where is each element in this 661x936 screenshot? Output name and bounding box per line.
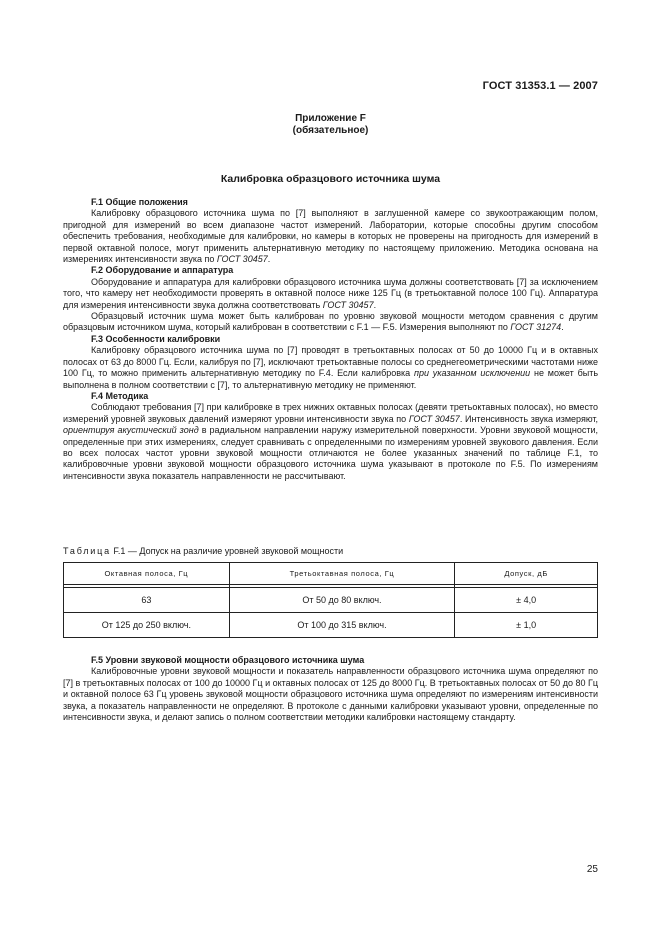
f5-paragraph: Калибровочные уровни звуковой мощности и показатель направленности образцового источника шума определяют по [7] в третьоктавных полосах от 100 до 10000 Гц и октавных полосах от 125 до 8000 Гц. В третьоктавных полосах от 50 до 80 Гц и октавной полосе 63 Гц уровень звуковой мощности образцового источника шума определяют по измерениям интенсивности звука, а показатель направленности не определяют. В протоколе с данными калибровки указывают уровни, определенные по интенсивности звука, и делают запись о полном соответствии методики калибровки настоящему стандарту. xyxy=(63,666,598,723)
f2-heading: F.2 Оборудование и аппаратура xyxy=(91,265,234,276)
f2-paragraph-1: Оборудование и аппаратура для калибровки образцового источника шума должны соответствовать [7] за исключением того, что камеру нет необходимости проверять в октавной полосе ниже 125 Гц (в третьоктавной полосе 100 Гц). Аппаратура для измерения интенсивности звука должна соответствовать ГОСТ 30457. xyxy=(63,276,598,310)
ref-gost-30457: ГОСТ 30457 xyxy=(408,413,460,424)
table-cell: 63 xyxy=(64,588,230,613)
appendix-status: (обязательное) xyxy=(292,125,369,136)
f4-paragraph: Соблюдают требования [7] при калибровке в трех нижних октавных полосах (девяти третьоктавных полосах), но вместо измерений уровней звуковых давлений измеряют уровни интенсивности звука по ГОСТ 30457. Интенсивность звука измеряют, ориентируя акустический зонд в радиальном направлении наружу измерительной поверхности. Уровни звуковой мощности, определенные при этих измерениях, следует сравнивать с определенными по измерениям уровней звукового давления. Если во всех полосах частот уровни звуковой мощности отличаются не более указанных значений по таблице F.1, то калибровочные уровни звуковой мощности образцового источника шума указывают в протоколе по F.5. По измерениям интенсивности звука показатель направленности не рассчитывают. xyxy=(63,402,599,481)
table-header-row xyxy=(64,563,598,585)
table-cell: ± 4,0 xyxy=(455,588,598,613)
table-header-cell: Допуск, дБ xyxy=(455,563,598,585)
f4-heading: F.4 Методика xyxy=(91,390,149,401)
table-cell: От 125 до 250 включ. xyxy=(64,613,230,638)
f3-paragraph: Калибровку образцового источника шума по [7] проводят в третьоктавных полосах от 50 до 10000 Гц и в октавных полосах от 63 до 8000 Гц. Если, калибруя по [7], исключают третьоктавные полосы со среднегеометрическими частотами ниже 100 Гц, то можно применить альтернативную методику по F.4. Если калибровка при указанном исключении не может быть выполнена в полном соответствии с [7], то альтернативную методику не применяют. xyxy=(63,345,599,390)
table-cell: От 50 до 80 включ. xyxy=(229,588,455,613)
table-row xyxy=(64,613,598,638)
table-header-cell: Третьоктавная полоса, Гц xyxy=(229,563,455,585)
ref-gost-30457: ГОСТ 30457 xyxy=(216,254,268,265)
table-cell: От 100 до 315 включ. xyxy=(229,613,455,638)
f5-heading: F.5 Уровни звуковой мощности образцового источника шума xyxy=(91,655,365,665)
table-caption: Таблица F.1 — Допуск на различие уровней звуковой мощности xyxy=(63,546,344,556)
section-title: Калибровка образцового источника шума xyxy=(220,173,441,185)
f3-heading: F.3 Особенности калибровки xyxy=(91,333,221,344)
ref-gost-31274: ГОСТ 31274 xyxy=(510,322,562,333)
table-row xyxy=(64,588,598,613)
document-code: ГОСТ 31353.1 — 2007 xyxy=(482,80,598,92)
f1-paragraph: Калибровку образцового источника шума по [7] выполняют в заглушенной камере со звукоотражающим полом, пригодной для измерений во всем диапазоне частот измерений. Лаборатории, которые способны другим способом обеспечить требования, необходимые для калибровки, но камеры в которых не проверены на пригодность для измерений в первой октавной полосе, могут применить альтернативную методику по настоящему приложению. Методика основана на измерениях интенсивности звука по ГОСТ 30457. xyxy=(63,208,598,265)
appendix-title: Приложение F xyxy=(295,113,366,124)
table-header-cell: Октавная полоса, Гц xyxy=(64,563,230,585)
f1-heading: F.1 Общие положения xyxy=(91,197,188,207)
section-f5 xyxy=(63,655,598,723)
page-number: 25 xyxy=(586,864,598,875)
ref-gost-30457: ГОСТ 30457 xyxy=(322,299,374,310)
f2-paragraph-2: Образцовый источник шума может быть калиброван по уровню звуковой мощности методом сравнения с другим образцовым источником шума, который калиброван в соответствии с F.1 — F.5. Измерения выполняют по ГОСТ 31274. xyxy=(63,311,598,333)
table-cell: ± 1,0 xyxy=(455,613,598,638)
tolerance-table xyxy=(63,562,598,638)
main-text xyxy=(63,197,598,482)
appendix-heading xyxy=(0,113,661,137)
